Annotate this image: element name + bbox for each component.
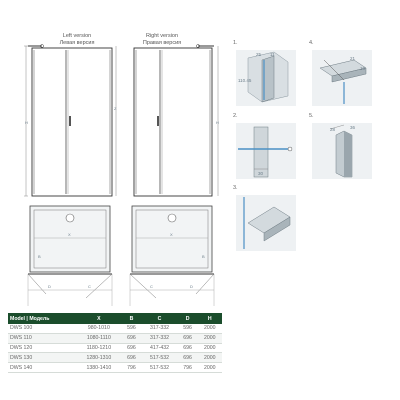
cell-x: 1180-1210 [76, 343, 121, 353]
detail-1-dim-b: 11 [270, 52, 275, 57]
cell-h: 2000 [198, 324, 222, 333]
detail-1-drawing [234, 48, 298, 108]
right-height-label: H [216, 120, 219, 125]
right-plan-c-label: C [150, 284, 153, 289]
cell-d: 696 [178, 333, 198, 343]
left-plan-c-label: C [88, 284, 91, 289]
detail-4-drawing [310, 48, 374, 108]
cell-c: 517-532 [141, 363, 177, 373]
detail-3-number: 3. [233, 185, 238, 191]
cell-c: 417-432 [141, 343, 177, 353]
table-row [8, 353, 222, 363]
cell-h: 2000 [198, 333, 222, 343]
cell-b: 696 [122, 343, 142, 353]
cell-b: 696 [122, 333, 142, 343]
detail-5-drawing [310, 121, 374, 181]
cell-x: 1380-1410 [76, 363, 121, 373]
cell-b: 796 [122, 363, 142, 373]
cell-d: 696 [178, 343, 198, 353]
detail-2-dim-a: 30 [258, 171, 264, 176]
cell-h: 2000 [198, 343, 222, 353]
detail-1-dim-a: 25 [256, 52, 262, 57]
detail-5-number: 5. [309, 113, 314, 119]
cell-c: 517-532 [141, 353, 177, 363]
cell-d: 696 [178, 353, 198, 363]
cell-x: 980-1010 [76, 324, 121, 333]
left-door-frame [32, 48, 112, 196]
left-plan-view [26, 202, 126, 312]
left-version-label-en: Left version [62, 33, 92, 39]
detail-2-drawing [234, 121, 298, 181]
left-drain-icon [66, 214, 74, 222]
right-version-label-en: Right version [145, 33, 179, 39]
cell-x: 1080-1110 [76, 333, 121, 343]
left-door-handle [69, 116, 71, 126]
cell-model: DWS 120 [8, 343, 76, 353]
left-version-elevation [20, 40, 120, 200]
table-row [8, 324, 222, 333]
cell-model: DWS 130 [8, 353, 76, 363]
detail-2-number: 2. [233, 113, 238, 119]
cell-b: 596 [122, 324, 142, 333]
detail-4-number: 4. [309, 40, 314, 46]
cell-d: 596 [178, 324, 198, 333]
right-version-elevation [124, 40, 224, 200]
right-plan-d-label: D [190, 284, 193, 289]
detail-4-dim-b: 10 [360, 66, 366, 71]
cell-model: DWS 100 [8, 324, 76, 333]
col-d: D [178, 313, 198, 324]
detail-5-dim-a: 28 [330, 127, 336, 132]
cell-c: 317-332 [141, 324, 177, 333]
right-plan-b-label: B [202, 254, 205, 259]
left-plan-d-label: D [48, 284, 51, 289]
right-drain-icon [168, 214, 176, 222]
spec-table [8, 313, 222, 373]
col-c: C [141, 313, 177, 324]
right-plan-x-label: X [170, 232, 173, 237]
detail-3-drawing [234, 193, 298, 253]
col-b: B [122, 313, 142, 324]
right-plan-view [126, 202, 226, 312]
col-x: X [76, 313, 121, 324]
left-version-label-ru: Левая версия [59, 40, 95, 46]
cell-h: 2000 [198, 363, 222, 373]
cell-d: 796 [178, 363, 198, 373]
cell-model: DWS 140 [8, 363, 76, 373]
detail-1-number: 1. [233, 40, 238, 46]
spec-table-header [8, 313, 222, 324]
col-model: Model | Модель [8, 313, 76, 324]
left-plan-b-label: B [38, 254, 41, 259]
cell-h: 2000 [198, 353, 222, 363]
col-h: H [198, 313, 222, 324]
table-row [8, 333, 222, 343]
left-height-label: H [25, 120, 28, 125]
left-z-label: Z [114, 106, 117, 111]
right-door-frame [134, 48, 212, 196]
detail-1-dim-c: 110.45 [238, 78, 252, 83]
table-row [8, 363, 222, 373]
detail-5-dim-b: 36 [350, 125, 356, 130]
cell-model: DWS 110 [8, 333, 76, 343]
detail-4-dim-a: 21 [350, 56, 356, 61]
right-version-label-ru: Правая версия [142, 40, 182, 46]
table-row [8, 343, 222, 353]
cell-b: 696 [122, 353, 142, 363]
left-plan-x-label: X [68, 232, 71, 237]
cell-c: 317-332 [141, 333, 177, 343]
cell-x: 1280-1310 [76, 353, 121, 363]
right-door-handle [157, 116, 159, 126]
